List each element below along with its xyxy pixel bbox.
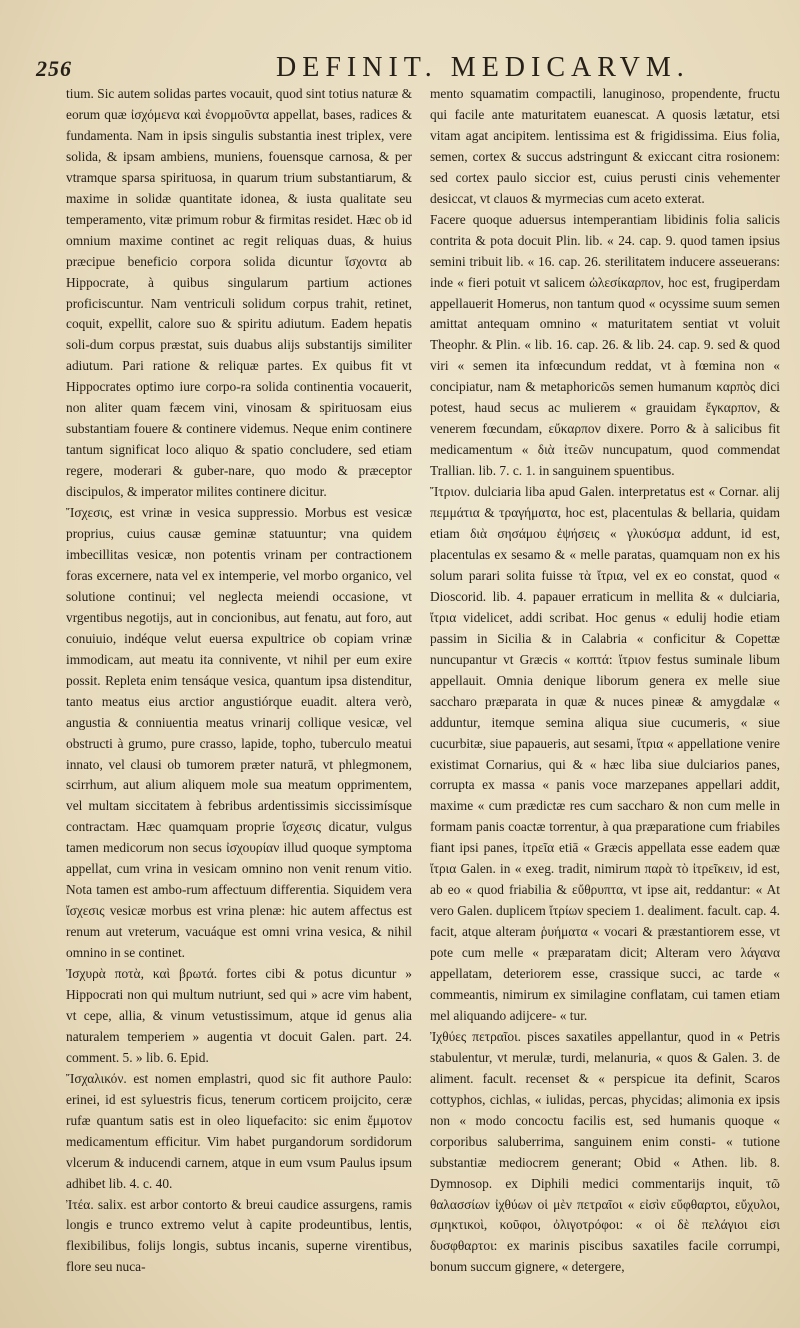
entry-libido: Facere quoque aduersus intemperantiam libidinis folia salicis contrita & pota docuit Plin. lib. « 24. cap. 9. quod tamen ipsius semini tribuit lib. « 16. cap. 26. sterilitatem inducere asseuerans: inde « fieri potuit vt salicem ὠλεσίκαρπον, hoc est, frugiperdam appellauerit Homerus, non tantum quod « ocyssime suum semen amittat antequam omnino « maturitatem sentiat vt voluit Theophr. & Plin. « lib. 16. cap. 26. & lib. 24. cap. 9. sed & quod viri « semen ita infœcundum reddat, vt à fœmina non « concipiatur, nam & metaphoricῶs semen humanum καρπὸς dici potest, haud secus ac mulierem « grauidam ἔγκαρπον, & venerem fœcundam, εὔκαρπον dixere. Porro & à salicibus fit medicamentum « διὰ ἰτεῶν nuncupatum, quod commendat Trallian. lib. 7. c. 1. in sanguinem spuentibus. [430, 211, 780, 479]
entry-ischalikon: Ἴσχαλικόν. est nomen emplastri, quod sic fit authore Paulo: erinei, id est syluestris ficus, tenerum corticem proijcito, ceræ rufæ quantum satis est in oleo liquefacito: sic enim ἔμμοτον medicamentum efficitur. Vim habet purgandorum sordidorum vlcerum & inducendi carnem, atque in eum vsum Paulus ipsum adhibet lib. 4. c. 40. [66, 1070, 412, 1191]
entry-ichthyes-petraioi: Ἰχθύες πετραῖοι. pisces saxatiles appellantur, quod in « Petris stabulentur, vt merulæ, turdi, melanuria, « quos & Galen. 3. de aliment. facult. recenset & « perspicue ita definit, Scaros cottyphos, cichlas, « iulidas, percas, phycidas; alimonia ex ipsis non « modo concoctu facilis est, sed humanis quoque « corporibus saluberrima, sanguinem enim consti- « tutione substantiæ mediocrem generant; Obid « Athen. lib. 8. Dymnosop. ex Diphili medici commentarijs inquit, τῶ θαλασσίων ἰχθύων οἱ μὲν πετραῖοι « εἰσὶν εὔφθαρτοι, εὔχυλοι, σμηκτικοὶ, κοῦφοι, ὀλιγοτρόφοι: « οἱ δὲ πελάγιοι εἰσι δυσφθαρτοι: ex marinis piscibus saxatiles facile corrumpi, bonum succum gignere, « detergere, [430, 1028, 780, 1275]
left-column [66, 84, 412, 1275]
entry-paragraph: tium. Sic autem solidas partes vocauit, quod sint totius naturæ & eorum quæ ἰσχόμενα καὶ ἐνορμοῦντα appellat, bases, radices & fundamenta. Nam in ipsis singulis substantia inest triplex, vere solida, & ipsam ambiens, muniens, fouensque carnosa, & per vtramque sparsa spirituosa, in quarum trium substantiarum, & maxime in solidæ quantitate idonea, & iusta qualitate seu temperamento, vitæ primum robur & firmitas residet. Hæc ob id omnium maxime continet ac regit reliquas duas, & huius præcipue beneficio corpora solida dicuntur ἴσχοντα ab Hippocrate, à quibus singularum partium actiones proficiscuntur. Nam ventriculi solidum corpus trahit, retinet, coquit, expellit, calore suo & spiritu adiutum. Eadem hepatis soli-dum corpus præstat, suis duabus alijs substantijs similiter adiutum. Pari ratione & reliquæ partes. Ex quibus fit vt Hippocrates optimo iure corpo-ra solida continentia vocauerit, non aliter quam fæcem vini, vinosam & spirituosam eius substantiam fouere & continere videmus. Neque enim continere tantum significat loco aliquo & spatio concludere, sed etiam regere, moderari & guber-nare, quo modo & præceptor discipulos, & imperator milites continere dicitur. [66, 86, 412, 500]
page-header [36, 50, 776, 84]
page-number: 256 [36, 56, 72, 81]
entry-ischesis: Ἴσχεσις, est vrinæ in vesica suppressio. Morbus est vesicæ proprius, cuius causæ geminæ statuuntur; vna quidem imbecillitas vesicæ, non potentis vrinam per contractionem foras excernere, nata vel ex intemperie, vel morbo organico, vel solutione continui; vel neglecta meiendi occasione, vt vrgentibus negotijs, aut in concionibus, aut fenatu, aut foro, aut conuiuio, indéque velut euersa expultrice ob copiam vrinæ immodicam, aut meatu ita connivente, vt nihil per eum exire possit. Repleta enim tensáque vesica, quantum ipsa distenditur, tanto meatus eius arctior angustiórque euadit. altera verò, angustia & conniuentia meatus vrinarij collique vesicæ, vel obstructi à grumo, pure crasso, lapide, topho, tuberculo meatui innato, vel clausi ob tumorem præter naturā, vt phlegmonem, scirrhum, aut alium aliquem mole sua meatum opprimentem, vel multam siccitatem à febribus ardentissimis siccissimísque contractam. Hæc quamquam proprie ἴσχεσις dicatur, vulgus tamen medicorum non secus ἰσχουρίαν illud quoque symptoma appellat, cum vrina in vesicam omnino non venit renum vitio. Nota tamen est ambo-rum affectuum differentia. Siquidem vera ἴσχεσις vesicæ morbus est vrina plenæ: hic autem affectus est renum aut vreterum, vacuáque est omni vrina vesica, & nihil omnino in se continet. [66, 505, 412, 961]
running-title: DEFINIT. MEDICARVM. [276, 52, 690, 83]
entry-itrion: Ἴτριον. dulciaria liba apud Galen. interpretatus est « Cornar. alij πεμμάτια & τραγήματα, hoc est, placentulas & bellaria, quidam etiam διὰ σησάμου ἐψήσεις « γλυκύσμα addunt, id est, placentulas ex sesamo & « melle paratas, quamquam non ex his solum parari solita fuisse τὰ ἴτρια, vel ex eo constat, quod « Dioscorid. lib. 4. papauer erraticum in mellita & « dulciaria, ἴτρια videlicet, addi scribat. Hoc genus « edulij hodie etiam passim in Sicilia & in Calabria « conficitur & Copettæ nuncupantur vt Græcis « κοπτά: ἴτριον festus suminale libum appellauit. Omnia denique liborum genera ex melle siue saccharo præparata in quæ & nuces pineæ & amygdalæ « adduntur, itemque semina aliqua siue cucumeris, « siue cucurbitæ, siue papaueris, aut sesami, ἴτρια « appellatione venire existimat Cornarius, qui & « hæc liba siue dulciarios panes, corrupta ex massa « panis voce marzepanes appellari addit, maxime « cum prædictæ res cum saccharo & non cum melle in formam panis coactæ torrentur, à qua præparatione cum friabiles fiant ipsi panes, ἰτρεῖα etiā « Græcis appellata esse eadem quæ ἴτρια Galen. in « exeg. tradit, nimirum παρὰ τὸ ἰτρεῖκειν, id est, ab eo « quod friabilia & εὔθρυπτα, vt ipse ait, reddantur: « At vero Galen. duplicem ἴτρίων speciem 1. dealiment. facult. cap. 4. facit, atque alteram ῥυήματα « vocari & præstantiorem esse, vt pote cum melle « præparatam dicit; Alteram vero λάγανα appellatam, deteriorem esse, crassique succi, ac tarde « commeantis, nimirum ex similagine conflatam, cui tamen etiam mel aliquando adijcere- « tur. [430, 484, 780, 1023]
entry-itea: Ἰτέα. salix. est arbor contorto & breui caudice assurgens, ramis longis e trunco extremo velut à capite prodeuntibus, lentis, flexibilibus, folijs longis, subtus incanis, superne virentibus, flore seu nuca- [66, 1196, 412, 1275]
right-column [430, 84, 780, 1275]
entry-ischyra-pota: Ἰσχυρὰ ποτὰ, καὶ βρωτά. fortes cibi & potus dicuntur » Hippocrati non qui multum nutriunt, sed qui » acre vim habent, vt cepe, allia, & vinum vetustissimum, atque id genus alia naturalem temperiem » augentia vt docuit Galen. part. 24. comment. 5. » lib. 6. Epid. [66, 966, 412, 1065]
entry-paragraph: mento squamatim compactili, lanuginoso, propendente, fructu qui facile ante maturitatem euanescat. A quosis lætatur, etsi vitam agat ancipitem. lentissima est & frigidissima. Eius folia, semen, cortex & succus adstringunt & exiccant citra rosionem: sed cortex paulo siccior est, cuius perusti cinis vehementer desiccat, vt clauos & myrmecias cum aceto exterat. [430, 86, 780, 206]
